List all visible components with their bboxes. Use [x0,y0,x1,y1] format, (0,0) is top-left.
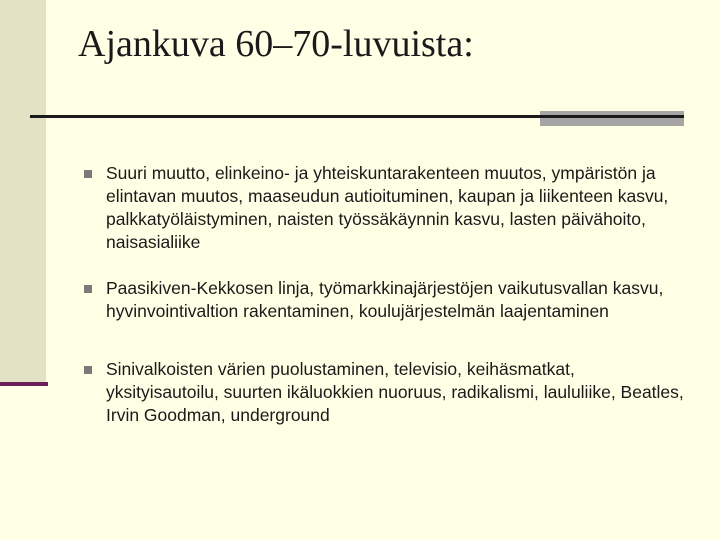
bullet-text: Paasikiven-Kekkosen linja, työmarkkinajärjestöjen vaikutusvallan kasvu, hyvinvointivaltion rakentaminen, koulujärjestelmän laajentaminen [106,278,664,321]
square-bullet-icon [84,170,92,178]
list-item [84,162,684,254]
bullet-text: Suuri muutto, elinkeino- ja yhteiskuntarakenteen muutos, ympäristön ja elintavan muutos, maaseudun autioituminen, kaupan ja liikenteen kasvu, palkkatyöläistyminen, naisten työssäkäynnin kasvu, lasten päivähoito, naisasialiike [106,163,669,252]
square-bullet-icon [84,366,92,374]
list-item [84,277,684,323]
left-decorative-band [0,0,46,384]
title-rule-grey-bottom [540,118,684,126]
bullet-list [84,162,684,450]
slide-title: Ajankuva 60–70-luvuista: [78,23,474,65]
square-bullet-icon [84,285,92,293]
list-item [84,358,684,427]
left-accent-line [0,382,48,386]
bullet-text: Sinivalkoisten värien puolustaminen, televisio, keihäsmatkat, yksityisautoilu, suurten ikäluokkien nuoruus, radikalismi, laululiike, Beatles, Irvin Goodman, underground [106,359,684,425]
title-rule [30,115,540,118]
